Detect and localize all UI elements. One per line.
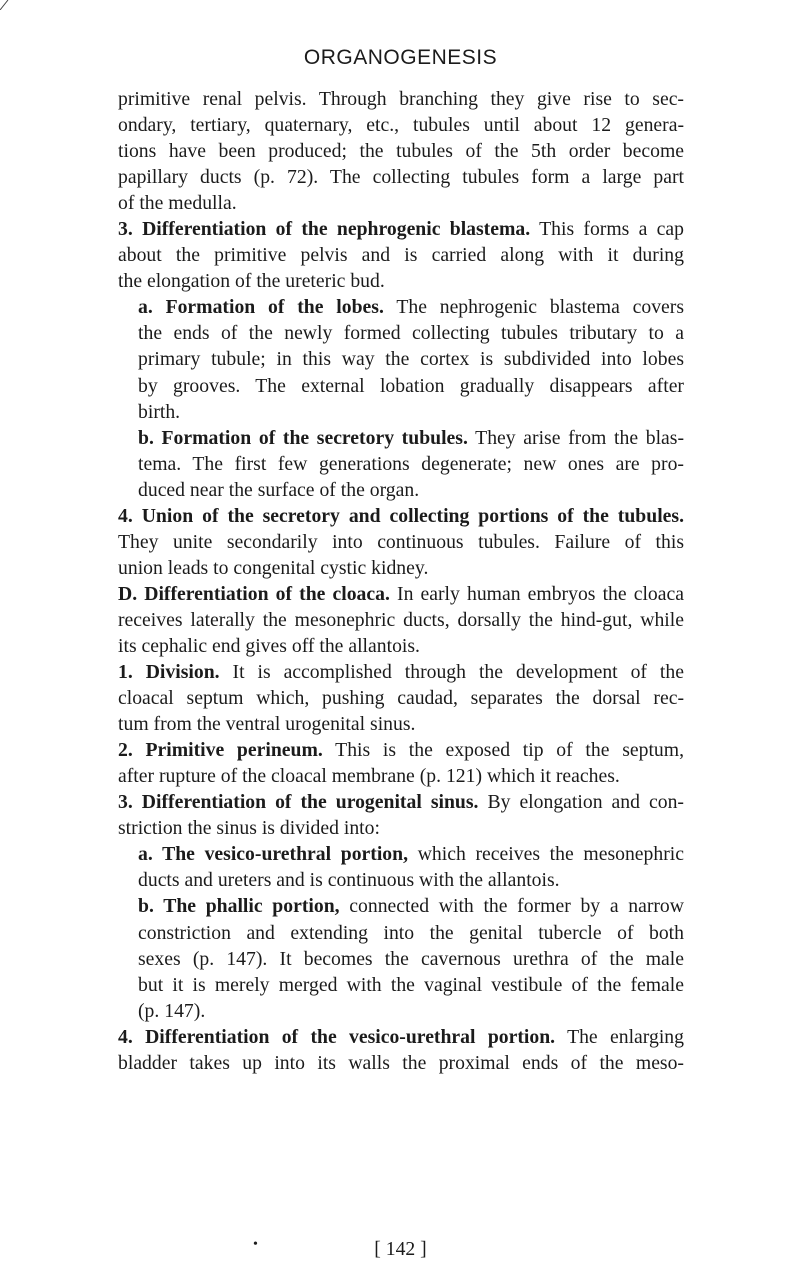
page-corner-mark — [0, 0, 12, 10]
subsection-heading: b. The phallic portion, — [138, 895, 340, 918]
text-line: after rupture of the cloacal membrane (p. 121) which it reaches. — [118, 765, 620, 788]
section-heading-line — [118, 789, 684, 815]
text-line: cloacal septum which, pushing caudad, separates the dorsal rec- — [118, 687, 684, 710]
text-line: ducts and ureters and is continuous with the allantois. — [138, 869, 560, 892]
text-line: union leads to congenital cystic kidney. — [118, 556, 429, 579]
footer-bullet: • — [253, 1237, 258, 1252]
text-line: constriction and extending into the genital tubercle of both — [138, 921, 684, 944]
text-run: In early human embryos the cloaca — [389, 582, 684, 605]
text-line: striction the sinus is divided into: — [118, 817, 380, 840]
section-heading-line — [118, 737, 684, 763]
text-line: but it is merely merged with the vaginal vestibule of the female — [138, 973, 684, 996]
section-heading-line — [118, 503, 684, 529]
section-heading-line — [118, 1024, 684, 1050]
text-line: (p. 147). — [138, 999, 206, 1022]
text-line: bladder takes up into its walls the proximal ends of the meso- — [118, 1051, 684, 1074]
section-heading-line — [118, 659, 684, 685]
text-line: of the medulla. — [118, 192, 237, 215]
section-heading: 3. Differentiation of the urogenital sinus. — [118, 791, 479, 814]
text-line: They unite secondarily into continuous tubules. Failure of this — [118, 530, 684, 553]
text-line: primitive renal pelvis. Through branching they give rise to sec- — [118, 88, 684, 110]
subsection-heading: a. The vesico-urethral portion, — [138, 843, 409, 866]
text-run: connected with the former by a narrow — [339, 895, 684, 918]
text-line: by grooves. The external lobation gradually disappears after — [138, 374, 684, 397]
text-line: papillary ducts (p. 72). The collecting tubules form a large part — [118, 166, 684, 189]
text-run: It is accomplished through the development of the — [219, 661, 684, 684]
text-run: This is the exposed tip of the septum, — [322, 739, 684, 762]
text-line: duced near the surface of the organ. — [138, 478, 420, 501]
text-line: its cephalic end gives off the allantois. — [118, 634, 420, 657]
subsection-heading-line — [118, 294, 684, 320]
text-line: about the primitive pelvis and is carried along with it during — [118, 244, 684, 267]
text-line: ondary, tertiary, quaternary, etc., tubules until about 12 genera- — [118, 114, 684, 137]
section-heading: 4. Union of the secretory and collecting portions of the tubules. — [118, 504, 684, 527]
text-line: the elongation of the ureteric bud. — [118, 270, 385, 293]
section-heading: 3. Differentiation of the nephrogenic blastema. — [118, 218, 531, 241]
text-line: birth. — [138, 400, 181, 423]
subsection-heading-line — [118, 893, 684, 919]
section-heading: 1. Division. — [118, 661, 220, 684]
body-text — [118, 86, 684, 1076]
section-heading: 4. Differentiation of the vesico-urethral portion. — [118, 1025, 556, 1048]
running-header: ORGANOGENESIS — [303, 46, 498, 69]
text-run: which receives the mesonephric — [408, 843, 684, 866]
subsection-heading: b. Formation of the secretory tubules. — [138, 426, 468, 449]
section-heading-line — [118, 216, 684, 242]
subsection-heading: a. Formation of the lobes. — [138, 296, 384, 319]
text-line: receives laterally the mesonephric ducts, dorsally the hind-gut, while — [118, 608, 684, 631]
page-number: [ 142 ] — [374, 1238, 427, 1260]
text-run: They arise from the blas- — [467, 426, 684, 449]
section-heading: 2. Primitive perineum. — [118, 739, 323, 762]
text-run: The nephrogenic blastema covers — [383, 296, 684, 319]
subsection-heading-line — [118, 841, 684, 867]
text-line: the ends of the newly formed collecting tubules tributary to a — [138, 322, 684, 345]
subsection-heading-line — [118, 425, 684, 451]
section-heading: D. Differentiation of the cloaca. — [118, 582, 390, 605]
text-run: The enlarging — [555, 1025, 684, 1048]
text-line: sexes (p. 147). It becomes the cavernous urethra of the male — [138, 947, 684, 970]
text-run: This forms a cap — [530, 218, 684, 241]
text-line: tema. The first few generations degenerate; new ones are pro- — [138, 452, 684, 475]
text-line: tions have been produced; the tubules of the 5th order become — [118, 140, 684, 163]
text-line: tum from the ventral urogenital sinus. — [118, 713, 416, 736]
text-run: By elongation and con- — [478, 791, 684, 814]
text-line: primary tubule; in this way the cortex is subdivided into lobes — [138, 348, 684, 371]
section-heading-line — [118, 581, 684, 607]
